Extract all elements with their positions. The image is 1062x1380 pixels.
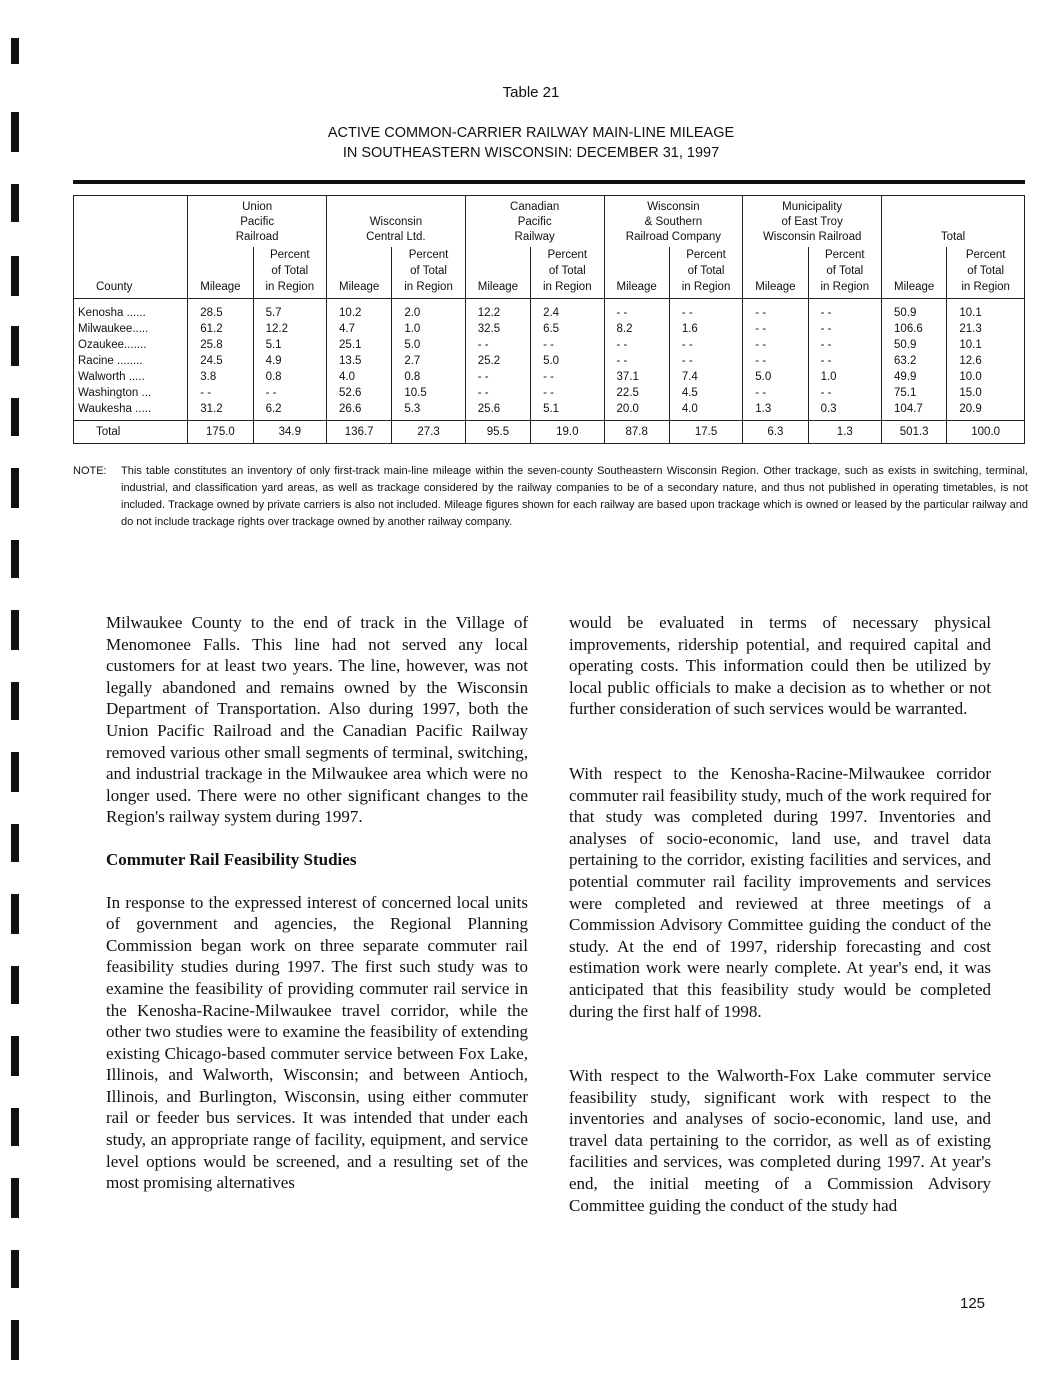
- edge-mark: [11, 1178, 19, 1218]
- table-label: Table 21: [502, 84, 560, 101]
- table-cell: 20.0: [604, 401, 669, 421]
- total-row: [74, 421, 1025, 444]
- table-cell: - -: [743, 385, 808, 401]
- paragraph: With respect to the Walworth-Fox Lake commuter service feasibility study, significant work with respect to the inventories and analyses of socio-economic, land use, and travel data pertaining to the corridor, as well as of existing facilities and services, was completed during 1997. At year's end, the initial meeting of a Commission Advisory Committee guiding the conduct of the study had: [569, 1066, 991, 1215]
- header-blank: [74, 196, 188, 248]
- table-cell: 95.5: [465, 421, 530, 444]
- table-cell: 5.0: [531, 353, 604, 369]
- table-cell: 0.3: [808, 401, 881, 421]
- table-cell: 37.1: [604, 369, 669, 385]
- table-cell: 1.3: [808, 421, 881, 444]
- table-cell: 5.0: [743, 369, 808, 385]
- table-cell: 17.5: [669, 421, 742, 444]
- mileage-header: Mileage: [604, 247, 669, 299]
- table-cell: 75.1: [882, 385, 947, 401]
- paragraph: Milwaukee County to the end of track in the Village of Menomonee Falls. This line had not served any local customers for at least two years. The line, however, was not legally abandoned and remains owned by the Wisconsin Department of Transportation. Also during 1997, both the Union Pacific Railroad and the Canadian Pacific Railway removed various other small segments of terminal, switching, and industrial trackage in the Milwaukee area which were no longer used. There were no other significant changes to the Region's railway system during 1997.: [106, 613, 528, 827]
- table-cell: 6.3: [743, 421, 808, 444]
- mileage-header: Mileage: [743, 247, 808, 299]
- table-cell: - -: [669, 353, 742, 369]
- edge-mark: [11, 1108, 19, 1146]
- table-cell: 31.2: [188, 401, 253, 421]
- table-cell: 5.7: [253, 299, 326, 322]
- paragraph: would be evaluated in terms of necessary physical improvements, ridership potential, and required capital and operating costs. This information could then be utilized by local public officials to make a decision as to whether or not further consideration of such services would be warranted.: [569, 613, 991, 719]
- table-cell: 2.0: [392, 299, 465, 322]
- table-cell: 5.3: [392, 401, 465, 421]
- table-cell: 104.7: [882, 401, 947, 421]
- table-cell: 0.8: [392, 369, 465, 385]
- table-cell: 0.8: [253, 369, 326, 385]
- table-cell: - -: [531, 369, 604, 385]
- table-cell: - -: [188, 385, 253, 401]
- county-cell: Milwaukee.....: [74, 321, 188, 337]
- section-heading: Commuter Rail Feasibility Studies: [106, 849, 357, 869]
- table-cell: - -: [808, 321, 881, 337]
- table-cell: - -: [604, 337, 669, 353]
- edge-mark: [11, 1250, 19, 1288]
- table-cell: 1.3: [743, 401, 808, 421]
- table-row: [74, 337, 1025, 353]
- table-cell: 21.3: [947, 321, 1025, 337]
- railway-header-wisconsin-central: Wisconsin Central Ltd.: [327, 196, 466, 248]
- table-cell: - -: [808, 353, 881, 369]
- county-cell: Kenosha ......: [74, 299, 188, 322]
- table-cell: 25.6: [465, 401, 530, 421]
- table-cell: 4.7: [327, 321, 392, 337]
- table-cell: 1.0: [808, 369, 881, 385]
- percent-header: Percent of Total in Region: [808, 247, 881, 299]
- edge-mark: [11, 894, 19, 934]
- title-rule: [73, 180, 1025, 184]
- table-cell: 10.2: [327, 299, 392, 322]
- table-cell: - -: [743, 321, 808, 337]
- table-cell: 61.2: [188, 321, 253, 337]
- table-cell: 32.5: [465, 321, 530, 337]
- paragraph: With respect to the Kenosha-Racine-Milwaukee corridor commuter rail feasibility study, much of the work required for that study was completed during 1997. Inventories and analyses of socio-economic, land use, and travel data pertaining to the corridor, existing facilities and services, and potential commuter rail facility improvements and services were completed and reviewed at three meetings of a Commission Advisory Committee guiding the conduct of the study. At the end of 1997, ridership forecasting and cost estimation work were nearly complete. At year's end, it was anticipated that this feasibility study would be completed during the first half of 1998.: [569, 763, 991, 1021]
- table-row: [74, 353, 1025, 369]
- edge-mark: [11, 824, 19, 862]
- page-number: 125: [960, 1295, 986, 1312]
- table-cell: - -: [465, 385, 530, 401]
- table-title-line-1: ACTIVE COMMON-CARRIER RAILWAY MAIN-LINE MILEAGE: [327, 125, 735, 141]
- mileage-table: [73, 195, 1025, 444]
- edge-mark: [11, 1320, 19, 1360]
- table-cell: 25.8: [188, 337, 253, 353]
- edge-mark: [11, 184, 19, 222]
- table-cell: 50.9: [882, 337, 947, 353]
- percent-header: Percent of Total in Region: [531, 247, 604, 299]
- column-header-row: [74, 247, 1025, 299]
- percent-header: Percent of Total in Region: [392, 247, 465, 299]
- table-cell: - -: [531, 337, 604, 353]
- table-cell: 100.0: [947, 421, 1025, 444]
- table-cell: 5.1: [531, 401, 604, 421]
- table-cell: 15.0: [947, 385, 1025, 401]
- railway-header-union-pacific: Union Pacific Railroad: [188, 196, 327, 248]
- railway-header-wisconsin-southern: Wisconsin & Southern Railroad Company: [604, 196, 743, 248]
- county-cell: Walworth .....: [74, 369, 188, 385]
- percent-header: Percent of Total in Region: [253, 247, 326, 299]
- percent-header: Percent of Total in Region: [669, 247, 742, 299]
- table-cell: - -: [604, 299, 669, 322]
- table-cell: 5.1: [253, 337, 326, 353]
- county-header: County: [74, 247, 188, 299]
- edge-mark: [11, 966, 19, 1004]
- note-text: This table constitutes an inventory of only first-track main-line mileage within the seven-county Southeastern Wisconsin Region. Other trackage, such as exists in switching, terminal, industrial, and classification yard areas, as well as trackage considered by the railway companies to be of a secondary nature, and thus not published in operating timetables, is not included. Trackage owned by private carriers is also not included. Mileage figures shown for each railway are based upon trackage which is owned or leased by the particular railway and do not include trackage rights over trackage owned by another railway company.: [121, 465, 1028, 528]
- edge-mark: [11, 752, 19, 792]
- percent-header: Percent of Total in Region: [947, 247, 1025, 299]
- table-cell: 26.6: [327, 401, 392, 421]
- table-cell: 87.8: [604, 421, 669, 444]
- table-cell: 10.5: [392, 385, 465, 401]
- table-cell: 1.0: [392, 321, 465, 337]
- table-cell: 28.5: [188, 299, 253, 322]
- table-row: [74, 369, 1025, 385]
- table-cell: 3.8: [188, 369, 253, 385]
- table-cell: - -: [808, 337, 881, 353]
- mileage-header: Mileage: [188, 247, 253, 299]
- table-cell: 20.9: [947, 401, 1025, 421]
- mileage-header: Mileage: [465, 247, 530, 299]
- table-cell: 4.0: [327, 369, 392, 385]
- table-row: [74, 401, 1025, 421]
- table-cell: 25.2: [465, 353, 530, 369]
- table-cell: 19.0: [531, 421, 604, 444]
- table-cell: 25.1: [327, 337, 392, 353]
- table-cell: - -: [743, 299, 808, 322]
- railway-header-row: [74, 196, 1025, 248]
- paragraph: In response to the expressed interest of concerned local units of government and agencies, the Regional Planning Commission began work on three separate commuter rail feasibility studies during 1997. The first such study was to examine the feasibility of providing commuter rail service in the Kenosha-Racine-Milwaukee travel corridor, while the other two studies were to examine the feasibility of extending existing Chicago-based commuter service between Fox Lake, Illinois, and Walworth, Wisconsin; and between Antioch, Illinois, and Burlington, Wisconsin, using either commuter rail or feeder bus services. It was intended that under each study, an appropriate range of facility, equipment, and service level options would be screened, and a resulting set of the most promising alternatives: [106, 892, 528, 1193]
- table-cell: 6.2: [253, 401, 326, 421]
- table-cell: - -: [808, 385, 881, 401]
- table-title-line-2: IN SOUTHEASTERN WISCONSIN: DECEMBER 31, 1997: [342, 145, 720, 161]
- table-cell: 22.5: [604, 385, 669, 401]
- table-cell: 136.7: [327, 421, 392, 444]
- table-cell: 52.6: [327, 385, 392, 401]
- left-column: [106, 612, 528, 1194]
- table-cell: 8.2: [604, 321, 669, 337]
- table-cell: - -: [743, 337, 808, 353]
- table-row: [74, 321, 1025, 337]
- table-cell: 10.0: [947, 369, 1025, 385]
- table-cell: 63.2: [882, 353, 947, 369]
- county-cell: Waukesha .....: [74, 401, 188, 421]
- table-cell: 2.4: [531, 299, 604, 322]
- table-cell: 5.0: [392, 337, 465, 353]
- table-cell: 7.4: [669, 369, 742, 385]
- table-cell: 10.1: [947, 299, 1025, 322]
- note-label: NOTE:: [73, 465, 107, 477]
- table-cell: - -: [531, 385, 604, 401]
- table-cell: - -: [743, 353, 808, 369]
- mileage-header: Mileage: [327, 247, 392, 299]
- edge-mark: [11, 326, 19, 366]
- table-cell: 1.6: [669, 321, 742, 337]
- edge-mark: [11, 610, 19, 650]
- mileage-header: Mileage: [882, 247, 947, 299]
- table-row: [74, 385, 1025, 401]
- table-cell: 175.0: [188, 421, 253, 444]
- table-cell: 4.0: [669, 401, 742, 421]
- table-cell: - -: [604, 353, 669, 369]
- table-cell: 4.5: [669, 385, 742, 401]
- table-cell: 501.3: [882, 421, 947, 444]
- table-cell: 10.1: [947, 337, 1025, 353]
- railway-header-canadian-pacific: Canadian Pacific Railway: [465, 196, 604, 248]
- table-cell: 6.5: [531, 321, 604, 337]
- railway-header-total: Total: [882, 196, 1025, 248]
- table-row: [74, 299, 1025, 322]
- table-cell: 12.2: [253, 321, 326, 337]
- table-cell: 2.7: [392, 353, 465, 369]
- table-cell: 12.6: [947, 353, 1025, 369]
- table-cell: 49.9: [882, 369, 947, 385]
- edge-mark: [11, 468, 19, 508]
- right-column: [569, 612, 991, 1216]
- table-cell: 106.6: [882, 321, 947, 337]
- table-cell: 12.2: [465, 299, 530, 322]
- table-cell: - -: [465, 369, 530, 385]
- county-cell: Racine ........: [74, 353, 188, 369]
- table-cell: - -: [808, 299, 881, 322]
- county-cell: Washington ...: [74, 385, 188, 401]
- table-title: [0, 123, 1062, 163]
- table-cell: - -: [669, 299, 742, 322]
- table-cell: 34.9: [253, 421, 326, 444]
- table-cell: - -: [669, 337, 742, 353]
- table-cell: 4.9: [253, 353, 326, 369]
- edge-mark: [11, 1036, 19, 1076]
- county-cell: Ozaukee.......: [74, 337, 188, 353]
- table-cell: 13.5: [327, 353, 392, 369]
- edge-mark: [11, 540, 19, 578]
- total-label: Total: [74, 421, 188, 444]
- table-cell: - -: [253, 385, 326, 401]
- edge-mark: [11, 256, 19, 296]
- table-cell: - -: [465, 337, 530, 353]
- table-cell: 27.3: [392, 421, 465, 444]
- edge-mark: [11, 682, 19, 720]
- table-note: [73, 463, 1028, 531]
- table-cell: 24.5: [188, 353, 253, 369]
- railway-header-municipality-east-troy: Municipality of East Troy Wisconsin Railroad: [743, 196, 882, 248]
- edge-mark: [11, 38, 19, 64]
- table-cell: 50.9: [882, 299, 947, 322]
- edge-mark: [11, 398, 19, 436]
